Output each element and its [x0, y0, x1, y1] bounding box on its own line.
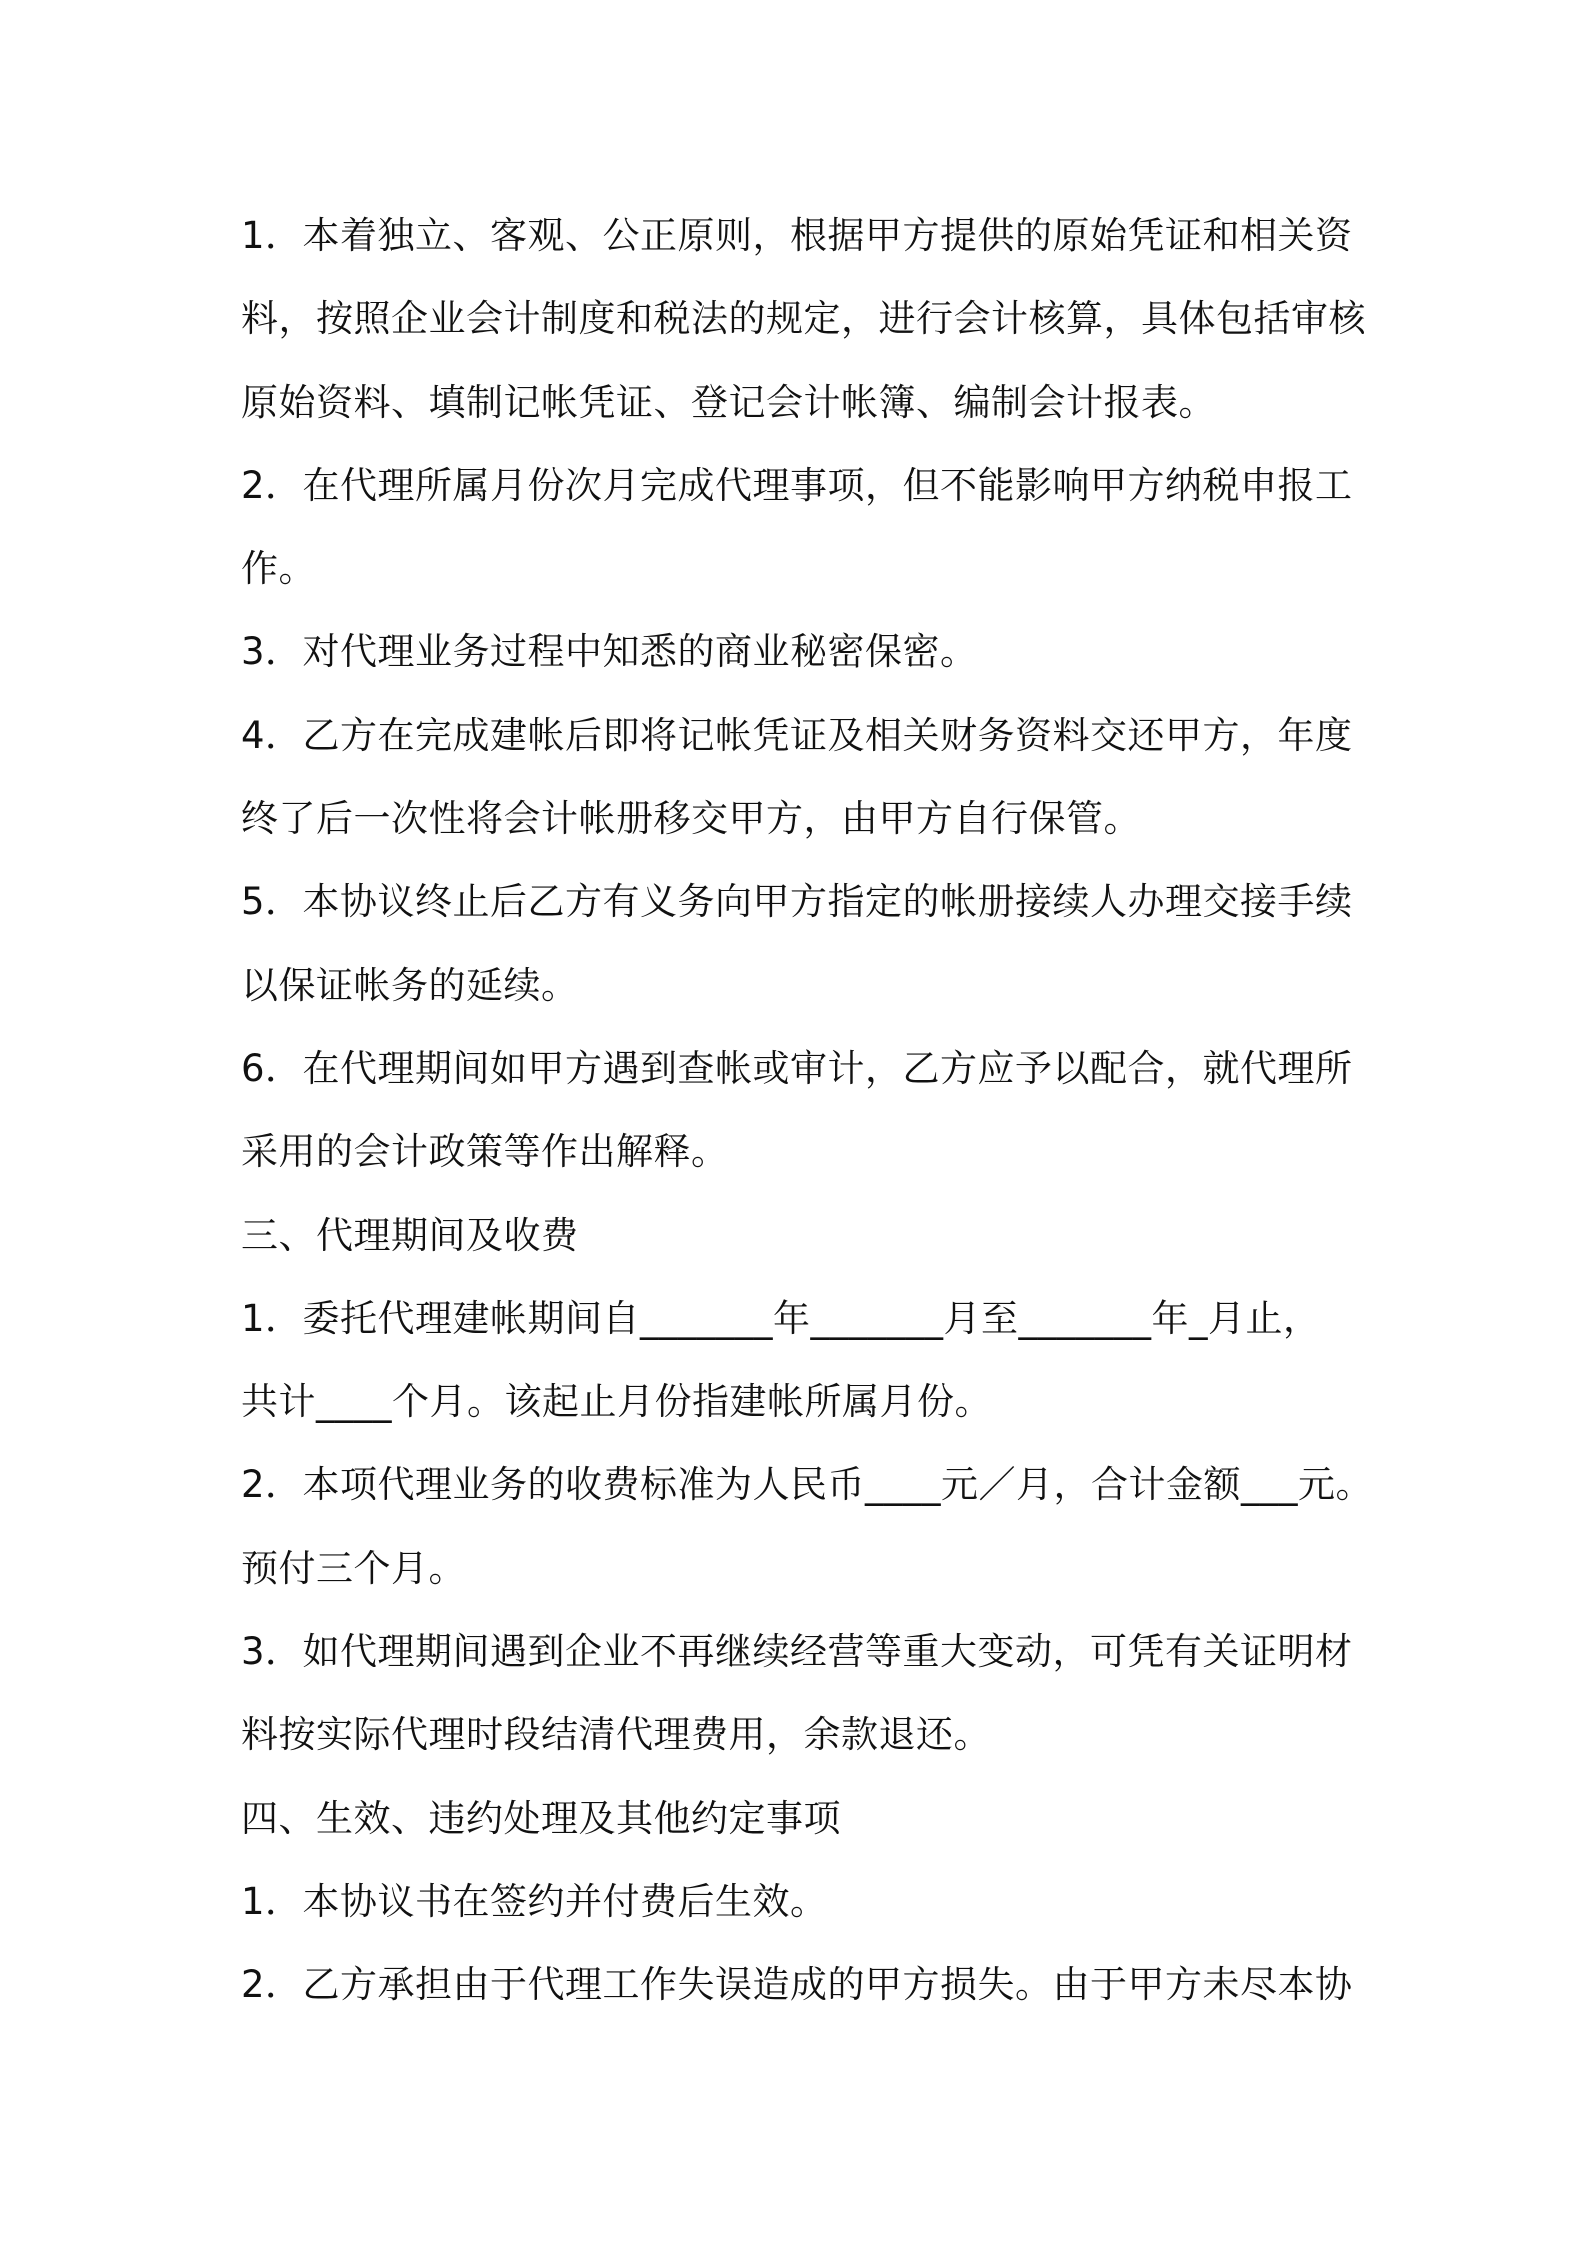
- text-line: 原始资料、填制记帐凭证、登记会计帐簿、编制会计报表。: [241, 380, 1216, 424]
- text-line: 以保证帐务的延续。: [241, 963, 579, 1007]
- section-heading: 四、生效、违约处理及其他约定事项: [241, 1796, 841, 1840]
- text-line: 4．乙方在完成建帐后即将记帐凭证及相关财务资料交还甲方，年度: [241, 713, 1353, 757]
- text-line: 共计____个月。该起止月份指建帐所属月份。: [241, 1380, 992, 1424]
- text-line: 料按实际代理时段结清代理费用，余款退还。: [241, 1713, 991, 1757]
- text-line: 3．如代理期间遇到企业不再继续经营等重大变动，可凭有关证明材: [241, 1630, 1353, 1674]
- text-line: 2．乙方承担由于代理工作失误造成的甲方损失。由于甲方未尽本协: [241, 1963, 1353, 2007]
- text-line: 1．本协议书在签约并付费后生效。: [241, 1879, 828, 1923]
- text-line: 6．在代理期间如甲方遇到查帐或审计，乙方应予以配合，就代理所: [241, 1046, 1353, 1090]
- text-line: 1．委托代理建帐期间自_______年_______月至_______年_月止，: [241, 1296, 1321, 1340]
- text-line: 2．在代理所属月份次月完成代理事项，但不能影响甲方纳税申报工: [241, 463, 1353, 507]
- text-line: 采用的会计政策等作出解释。: [241, 1130, 729, 1174]
- text-line: 1．本着独立、客观、公正原则，根据甲方提供的原始凭证和相关资: [241, 214, 1353, 257]
- text-line: 终了后一次性将会计帐册移交甲方，由甲方自行保管。: [241, 797, 1141, 841]
- text-line: 2．本项代理业务的收费标准为人民币____元／月，合计金额___元。: [241, 1463, 1374, 1507]
- text-line: 3．对代理业务过程中知悉的商业秘密保密。: [241, 630, 978, 674]
- text-line: 作。: [241, 547, 316, 591]
- text-line: 料，按照企业会计制度和税法的规定，进行会计核算，具体包括审核: [241, 297, 1366, 341]
- text-line: 预付三个月。: [241, 1546, 466, 1590]
- document-body: [241, 194, 1374, 2027]
- section-heading: 三、代理期间及收费: [241, 1213, 579, 1257]
- text-line: 5．本协议终止后乙方有义务向甲方指定的帐册接续人办理交接手续: [241, 880, 1353, 924]
